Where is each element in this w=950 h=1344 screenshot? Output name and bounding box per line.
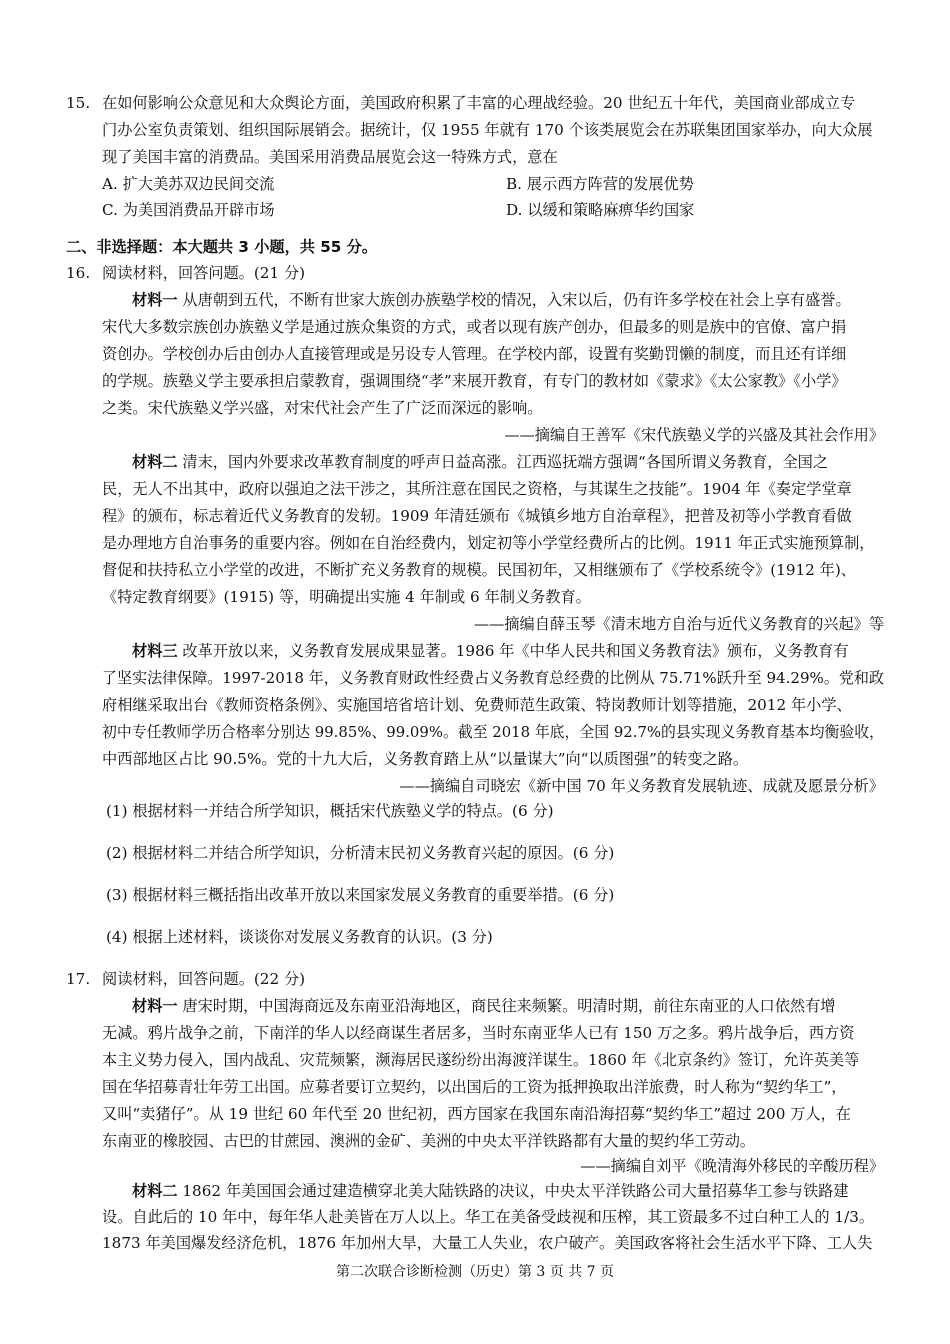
q15-line-1: 在如何影响公众意见和大众舆论方面，美国政府积累了丰富的心理战经验。20 世纪五十年代，美国商业部成立专 <box>102 94 856 112</box>
q16-m2-line: 是办理地方自治事务的重要内容。例如在自治经费内，划定初等小学堂经费所占的比例。1911 年正式实施预算制， <box>102 534 875 552</box>
q16-m3-line: 初中专任教师学历合格率分别达 99.85%、99.09%。截至 2018 年底，全国 92.7%的县实现义务教育基本均衡验收， <box>102 723 884 741</box>
q17-m1-first-line <box>132 995 835 1017</box>
q17-m2-line: 设。自此后的 10 年中，每年华人赴美皆在万人以上。华工在美备受歧视和压榨，其工资最多不过白种工人的 1/3。 <box>102 1208 875 1226</box>
q17-m2-first-text: 1862 年美国国会通过建造横穿北美大陆铁路的决议，中央太平洋铁路公司大量招募华工参与铁路建 <box>177 1182 849 1200</box>
q16-subquestion-2: (2) 根据材料二并结合所学知识，分析清末民初义务教育兴起的原因。(6 分) <box>106 844 615 862</box>
q16-m2-line: 督促和扶持私立小学堂的改进，不断扩充义务教育的规模。民国初年，又相继颁布了《学校系统令》(1912 年)、 <box>102 561 856 579</box>
q16-number: 16. <box>66 264 91 282</box>
q16-m3-first-line <box>132 640 849 662</box>
q17-m1-line: 本主义势力侵入，国内战乱、灾荒频繁，濒海居民遂纷纷出海渡洋谋生。1860 年《北京条约》签订，允许英美等 <box>102 1051 860 1069</box>
q15-number: 15. <box>66 94 91 112</box>
q17-m1-first-text: 唐宋时期，中国海商远及东南亚沿海地区，商民往来频繁。明清时期，前往东南亚的人口依然有增 <box>177 997 836 1015</box>
q16-m1-line: 的学规。族塾义学主要承担启蒙教育，强调围绕“孝”来展开教育，有专门的教材如《蒙求》《太公家教》《小学》 <box>102 372 847 390</box>
q16-m2-line: 民，无人不出其中，政府以强迫之法干涉之，其所注意在国民之资格，与其谋生之技能”。1904 年《奏定学堂章 <box>102 480 852 498</box>
q17-m2-first-line <box>132 1180 849 1202</box>
q15-option-c: C. 为美国消费品开辟市场 <box>102 201 275 219</box>
page-footer: 第二次联合诊断检测（历史）第 3 页 共 7 页 <box>335 1264 615 1280</box>
q16-title: 阅读材料，回答问题。(21 分) <box>102 264 306 282</box>
q17-title: 阅读材料，回答问题。(22 分) <box>102 970 306 988</box>
q15-line-3: 现了美国丰富的消费品。美国采用消费品展览会这一特殊方式，意在 <box>102 148 558 166</box>
q16-m3-first-text: 改革开放以来，义务教育发展成果显著。1986 年《中华人民共和国义务教育法》颁布，义务教育有 <box>177 642 849 660</box>
q16-m3-line: 了坚实法律保障。1997-2018 年，义务教育财政性经费占义务教育总经费的比例从 75.71%跃升至 94.29%。党和政 <box>102 669 884 687</box>
q16-subquestion-1: (1) 根据材料一并结合所学知识，概括宋代族塾义学的特点。(6 分) <box>106 802 554 820</box>
q16-m2-first-line <box>132 451 828 473</box>
q15-line-2: 门办公室负责策划、组织国际展销会。据统计，仅 1955 年就有 170 个该类展览会在苏联集团国家举办，向大众展 <box>102 121 873 139</box>
q17-m1-line: 又叫“卖猪仔”。从 19 世纪 60 年代至 20 世纪初，西方国家在我国东南沿海招募“契约华工”超过 200 万人，在 <box>102 1105 851 1123</box>
q15-option-d: D. 以缓和策略麻痹华约国家 <box>506 201 695 219</box>
q16-m3-label: 材料三 <box>132 642 178 660</box>
q16-m2-label: 材料二 <box>132 453 178 471</box>
q17-m2-label: 材料二 <box>132 1182 178 1200</box>
q16-m1-label: 材料一 <box>132 291 178 309</box>
q17-m1-label: 材料一 <box>132 997 178 1015</box>
q16-m2-source: ——摘编自薛玉琴《清末地方自治与近代义务教育的兴起》等 <box>473 615 884 633</box>
q17-number: 17. <box>66 970 91 988</box>
q16-m2-line: 程》的颁布，标志着近代义务教育的发轫。1909 年清廷颁布《城镇乡地方自治章程》，把普及初等小学教育看做 <box>102 507 852 525</box>
q17-m1-source: ——摘编自刘平《晚清海外移民的辛酸历程》 <box>580 1157 884 1175</box>
q16-m2-first-text: 清末，国内外要求改革教育制度的呼声日益高涨。江西巡抚端方强调“各国所谓义务教育，全国之 <box>177 453 829 471</box>
section-heading-2: 二、非选择题：本大题共 3 小题，共 55 分。 <box>66 238 378 256</box>
q15-option-b: B. 展示西方阵营的发展优势 <box>506 175 694 193</box>
q16-m1-line: 宋代大多数宗族创办族塾义学是通过族众集资的方式，或者以现有族产创办，但最多的则是族中的官僚、富户捐 <box>102 318 847 336</box>
q16-subquestion-4: (4) 根据上述材料，谈谈你对发展义务教育的认识。(3 分) <box>106 928 493 946</box>
q16-m1-first-text: 从唐朝到五代，不断有世家大族创办族塾学校的情况，入宋以后，仍有许多学校在社会上享有盛誉。 <box>177 291 851 309</box>
q16-m1-line: 之类。宋代族塾义学兴盛，对宋代社会产生了广泛而深远的影响。 <box>102 399 543 417</box>
q17-m1-line: 国在华招募青壮年劳工出国。应募者要订立契约，以出国后的工资为抵押换取出洋旅费，时人称为“契约华工”， <box>102 1078 847 1096</box>
q17-m1-line: 东南亚的橡胶园、古巴的甘蔗园、澳洲的金矿、美洲的中央太平洋铁路都有大量的契约华工劳动。 <box>102 1132 756 1150</box>
q16-m3-source: ——摘编自司晓宏《新中国 70 年义务教育发展轨迹、成就及愿景分析》 <box>399 777 884 795</box>
q16-subquestion-3: (3) 根据材料三概括指出改革开放以来国家发展义务教育的重要举措。(6 分) <box>106 886 615 904</box>
q16-m1-line: 资创办。学校创办后由创办人直接管理或是另设专人管理。在学校内部，设置有奖勤罚懒的制度，而且还有详细 <box>102 345 847 363</box>
q16-m1-source: ——摘编自王善军《宋代族塾义学的兴盛及其社会作用》 <box>504 426 884 444</box>
q16-m1-first-line <box>132 289 851 311</box>
q16-m3-line: 中西部地区占比 90.5%。党的十九大后，义务教育踏上从“以量谋大”向“以质图强”的转变之路。 <box>102 750 749 768</box>
q16-m2-line: 《特定教育纲要》(1915) 等，明确提出实施 4 年制或 6 年制义务教育。 <box>102 588 591 606</box>
q17-m1-line: 无减。鸦片战争之前，下南洋的华人以经商谋生者居多，当时东南亚华人已有 150 万之多。鸦片战争后，西方资 <box>102 1024 855 1042</box>
q16-m3-line: 府相继采取出台《教师资格条例》、实施国培省培计划、免费师范生政策、特岗教师计划等措施，2012 年小学、 <box>102 696 852 714</box>
q17-m2-line: 1873 年美国爆发经济危机，1876 年加州大旱，大量工人失业，农户破产。美国政客将社会生活水平下降、工人失 <box>102 1234 873 1252</box>
q15-option-a: A. 扩大美苏双边民间交流 <box>102 175 275 193</box>
